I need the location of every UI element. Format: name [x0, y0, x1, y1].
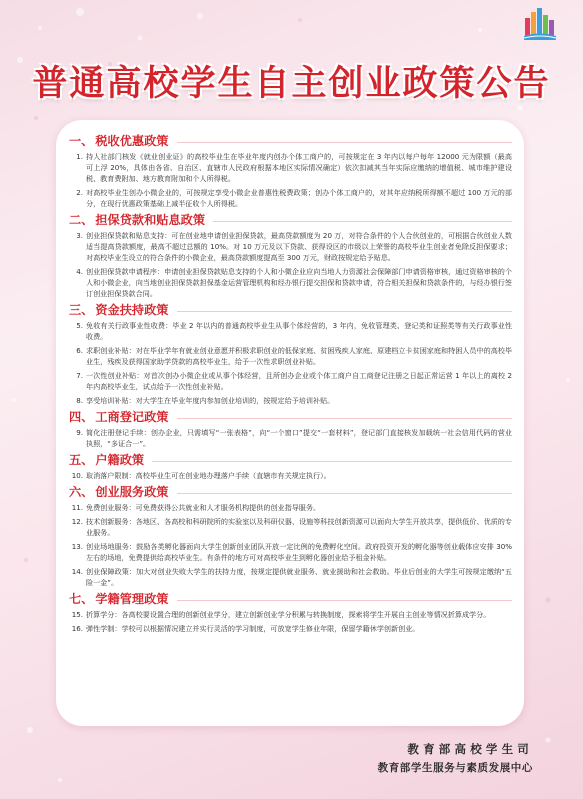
- section-divider: [213, 221, 512, 222]
- policy-item: [69, 609, 512, 620]
- section-heading: [69, 409, 512, 426]
- policy-item: [69, 395, 512, 406]
- policy-item-number: 8.: [76, 396, 83, 405]
- section-title: 资金扶持政策: [95, 303, 169, 317]
- policy-item-text: 免费创业服务：可免费获得公共就业和人才服务机构提供的创业指导服务。: [86, 503, 321, 512]
- policy-section: [69, 484, 512, 588]
- policy-section: [69, 409, 512, 449]
- section-title: 税收优惠政策: [95, 134, 169, 148]
- policy-item-text: 创业保障政策：加大对创业失败大学生的扶持力度，按规定提供就业服务、就业援助和社会救助。毕业后创业的大学生可按规定缴纳“五险一金”。: [86, 567, 512, 587]
- policy-item-text: 享受培训补贴：对大学生在毕业年度内参加创业培训的，按规定给予培训补贴。: [86, 396, 335, 405]
- section-number: 一、: [69, 134, 94, 148]
- section-heading: [69, 591, 512, 608]
- policy-item: [69, 266, 512, 299]
- policy-item: [69, 541, 512, 563]
- policy-section: [69, 302, 512, 406]
- policy-item-text: 免收有关行政事业性收费：毕业 2 年以内的普通高校毕业生从事个体经营的，3 年内，免收管理类、登记类和证照类等有关行政事业性收费。: [86, 321, 512, 341]
- section-divider: [177, 142, 513, 143]
- section-divider: [152, 461, 512, 462]
- policy-sections: [56, 120, 524, 634]
- policy-item-number: 3.: [76, 231, 83, 240]
- policy-section: [69, 452, 512, 481]
- policy-item-number: 1.: [76, 152, 83, 161]
- section-title: 担保贷款和贴息政策: [95, 213, 206, 227]
- policy-item-text: 技术创新服务：各地区、各高校和科研院所的实验室以及科研仪器、设施等科技创新资源可以面向大学生开放共享，提供低价、优质的专业服务。: [86, 517, 512, 537]
- section-number: 二、: [69, 213, 94, 227]
- policy-item-number: 13.: [71, 542, 83, 551]
- section-number: 六、: [69, 485, 94, 499]
- section-title: 户籍政策: [95, 453, 145, 467]
- policy-panel: [56, 120, 524, 726]
- corner-city-logo-icon: [523, 6, 557, 42]
- section-heading: [69, 302, 512, 319]
- section-divider: [177, 600, 513, 601]
- policy-item-text: 弹性学制：学校可以根据情况建立并实行灵活的学习制度，可放宽学生修业年限，保留学籍休学创新创业。: [86, 624, 420, 633]
- policy-item: [69, 623, 512, 634]
- policy-item-number: 5.: [76, 321, 83, 330]
- policy-item: [69, 427, 512, 449]
- policy-item-text: 持人社部门核发《就业创业证》的高校毕业生在毕业年度内创办个体工商户的，可按规定在 3 年内以每户每年 12000 元为限额（最高可上浮 20%，具体由各省、自治区、直辖市人民政府根据本地区实际情况确定）依次扣减其当年实际应缴纳的增值税、城市维护建设税、教育费附加、地方教育附加和个人所得税。: [86, 152, 512, 183]
- section-number: 七、: [69, 592, 94, 606]
- policy-item-number: 6.: [76, 346, 83, 355]
- policy-item: [69, 470, 512, 481]
- section-number: 四、: [69, 410, 94, 424]
- policy-item-text: 创业担保贷款和贴息支持：可在创业地申请创业担保贷款，最高贷款额度为 20 万，对符合条件的个人合伙创业的，可根据合伙创业人数适当提高贷款额度，最高不超过总额的 10%。对 10 万元及以下贷款、获得设区的市级以上荣誉的高校毕业生创业者免除反担保要求；对高校毕业生设立的符合条件的小微企业，最高贷款额度提高至 300 万元，财政按规定给予贴息。: [86, 231, 512, 262]
- policy-item-text: 一次性创业补贴：对首次创办小微企业或从事个体经营，且所创办企业或个体工商户自工商登记注册之日起正常运营 1 年以上的离校 2 年内高校毕业生，试点给予一次性创业补贴。: [86, 371, 512, 391]
- section-title: 学籍管理政策: [95, 592, 169, 606]
- section-number: 五、: [69, 453, 94, 467]
- policy-item: [69, 566, 512, 588]
- section-number: 三、: [69, 303, 94, 317]
- policy-item-text: 取消落户限制：高校毕业生可在创业地办理落户手续（直辖市有关规定执行）。: [86, 471, 331, 480]
- policy-item-number: 16.: [71, 624, 83, 633]
- section-title: 工商登记政策: [95, 410, 169, 424]
- policy-item: [69, 187, 512, 209]
- section-heading: [69, 484, 512, 501]
- policy-item-text: 创业场地服务：鼓励各类孵化器面向大学生创新创业团队开放一定比例的免费孵化空间。政府投资开发的孵化器等创业载体应安排 30% 左右的场地，免费提供给高校毕业生。有条件的地方可对高校毕业生到孵化器创业给予租金补贴。: [86, 542, 512, 562]
- policy-item-number: 7.: [76, 371, 83, 380]
- policy-item-text: 折算学分：各高校要设置合理的创新创业学分，建立创新创业学分积累与转换制度，探索将学生开展自主创业等情况折算成学分。: [86, 610, 491, 619]
- section-divider: [177, 311, 513, 312]
- policy-item: [69, 516, 512, 538]
- policy-item-number: 15.: [71, 610, 83, 619]
- policy-section: [69, 591, 512, 634]
- policy-item-number: 12.: [71, 517, 83, 526]
- policy-item-number: 10.: [71, 471, 83, 480]
- policy-item: [69, 151, 512, 184]
- signature-department: 教育部高校学生司: [407, 742, 533, 756]
- policy-section: [69, 212, 512, 299]
- poster-title: 普通高校学生自主创业政策公告: [32, 64, 551, 104]
- policy-item-number: 11.: [71, 503, 83, 512]
- policy-item-number: 4.: [76, 267, 83, 276]
- policy-section: [69, 133, 512, 209]
- section-heading: [69, 133, 512, 150]
- policy-item-text: 创业担保贷款申请程序：申请创业担保贷款贴息支持的个人和小微企业应向当地人力资源社会保障部门申请资格审核，通过资格审核的个人和小微企业，向当地创业担保贷款担保基金运营管理机构和经办银行提交担保和贷款申请，符合相关担保和贷款条件的，与经办银行签订创业担保贷款合同。: [86, 267, 512, 298]
- policy-item-number: 2.: [76, 188, 83, 197]
- policy-item: [69, 230, 512, 263]
- section-heading: [69, 212, 512, 229]
- policy-item: [69, 320, 512, 342]
- policy-item: [69, 345, 512, 367]
- section-divider: [177, 418, 513, 419]
- section-divider: [177, 493, 513, 494]
- signature-center: 教育部学生服务与素质发展中心: [377, 762, 533, 774]
- section-heading: [69, 452, 512, 469]
- policy-item: [69, 502, 512, 513]
- policy-item-text: 对高校毕业生创办小微企业的，可按规定享受小微企业普惠性税费政策；创办个体工商户的，对其年应纳税所得额不超过 100 万元的部分，在现行优惠政策基础上减半征收个人所得税。: [86, 188, 512, 208]
- policy-item-number: 14.: [71, 567, 83, 576]
- policy-item-number: 9.: [76, 428, 83, 437]
- policy-item: [69, 370, 512, 392]
- policy-item-text: 求职创业补贴：对在毕业学年有就业创业意愿并积极求职创业的低保家庭、贫困残疾人家庭、原建档立卡贫困家庭和特困人员中的高校毕业生，残疾及获得国家助学贷款的高校毕业生，给予一次性求职创业补贴。: [86, 346, 512, 366]
- section-title: 创业服务政策: [95, 485, 169, 499]
- policy-item-text: 简化注册登记手续：创办企业，只需填写“一张表格”，向“一个窗口”提交“一套材料”，登记部门直接核发加载统一社会信用代码的营业执照，“多证合一”。: [86, 428, 512, 448]
